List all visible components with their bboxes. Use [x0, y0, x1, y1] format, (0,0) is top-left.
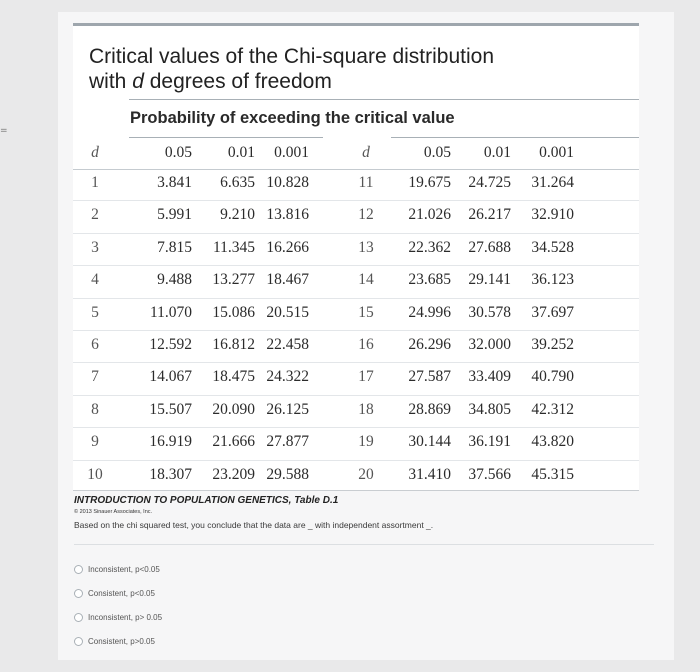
- degrees-of-freedom-cell: 13: [358, 238, 374, 256]
- row-divider: [73, 265, 639, 266]
- critical-value-cell: 16.919: [149, 433, 192, 451]
- critical-value-cell: 26.125: [266, 400, 309, 418]
- critical-value-cell: 20.515: [266, 303, 309, 321]
- critical-value-cell: 34.805: [468, 400, 511, 418]
- column-header-6: 0.01: [483, 144, 511, 161]
- critical-value-cell: 19.675: [408, 174, 451, 191]
- degrees-of-freedom-cell: 4: [91, 271, 99, 289]
- answer-option-2-label: Consistent, p<0.05: [88, 589, 155, 598]
- answer-option-3[interactable]: [74, 613, 162, 622]
- radio-button-4[interactable]: [74, 637, 83, 646]
- critical-value-cell: 18.467: [266, 271, 309, 289]
- answer-option-1[interactable]: [74, 565, 160, 574]
- table-title-line1: Critical values of the Chi-square distribution: [89, 45, 495, 68]
- critical-value-cell: 42.312: [531, 400, 574, 418]
- critical-value-cell: 37.566: [468, 465, 511, 483]
- row-divider: [73, 362, 639, 363]
- row-divider: [73, 427, 639, 428]
- degrees-of-freedom-cell: 18: [358, 400, 374, 418]
- critical-value-cell: 10.828: [266, 174, 309, 191]
- critical-value-cell: 31.410: [408, 465, 451, 483]
- critical-value-cell: 33.409: [468, 368, 511, 386]
- radio-button-2[interactable]: [74, 589, 83, 598]
- critical-value-cell: 15.507: [149, 400, 192, 418]
- critical-value-cell: 23.209: [212, 465, 255, 483]
- critical-value-cell: 39.252: [531, 336, 574, 353]
- column-header-0: d: [91, 144, 99, 161]
- degrees-of-freedom-cell: 17: [358, 368, 374, 386]
- critical-value-cell: 32.910: [531, 206, 574, 224]
- question-divider: [74, 544, 654, 545]
- row-divider: [73, 330, 639, 331]
- radio-button-1[interactable]: [74, 565, 83, 574]
- table-title-line2-suffix: degrees of freedom: [143, 70, 332, 93]
- column-header-2: 0.01: [227, 144, 255, 161]
- critical-value-cell: 11.070: [149, 303, 192, 321]
- critical-value-cell: 29.141: [468, 271, 511, 289]
- critical-value-cell: 7.815: [157, 238, 192, 256]
- critical-value-cell: 21.026: [408, 206, 451, 224]
- critical-value-cell: 28.869: [408, 400, 451, 418]
- critical-value-cell: 45.315: [531, 465, 574, 483]
- answer-option-4-label: Consistent, p>0.05: [88, 637, 155, 646]
- critical-value-cell: 13.277: [212, 271, 255, 289]
- subheader-rule-left: [129, 137, 323, 138]
- degrees-of-freedom-cell: 14: [358, 271, 374, 289]
- critical-value-cell: 16.812: [212, 336, 255, 353]
- critical-value-cell: 40.790: [531, 368, 574, 386]
- degrees-of-freedom-cell: 15: [358, 303, 374, 321]
- critical-value-cell: 9.210: [220, 206, 255, 224]
- critical-value-cell: 3.841: [157, 174, 192, 191]
- degrees-of-freedom-cell: 8: [91, 400, 99, 418]
- answer-option-2[interactable]: [74, 589, 155, 598]
- row-divider: [73, 233, 639, 234]
- critical-value-cell: 11.345: [212, 238, 255, 256]
- subheader-rule-right: [391, 137, 639, 138]
- critical-value-cell: 6.635: [220, 174, 255, 191]
- answer-option-1-label: Inconsistent, p<0.05: [88, 565, 160, 574]
- degrees-of-freedom-cell: 7: [91, 368, 99, 386]
- degrees-of-freedom-cell: 9: [91, 433, 99, 451]
- critical-value-cell: 21.666: [212, 433, 255, 451]
- degrees-of-freedom-cell: 6: [91, 336, 99, 353]
- critical-value-cell: 37.697: [531, 303, 574, 321]
- column-header-1: 0.05: [164, 144, 192, 161]
- critical-value-cell: 31.264: [531, 174, 574, 191]
- degrees-of-freedom-cell: 16: [358, 336, 374, 353]
- critical-value-cell: 24.996: [408, 303, 451, 321]
- answer-option-3-label: Inconsistent, p> 0.05: [88, 613, 163, 622]
- answer-option-4[interactable]: [74, 637, 155, 646]
- table-title-variable: d: [132, 70, 144, 93]
- critical-value-cell: 16.266: [266, 238, 309, 256]
- critical-value-cell: 9.488: [157, 271, 192, 289]
- chi-square-table-card: [73, 23, 639, 491]
- critical-value-cell: 14.067: [149, 368, 192, 386]
- table-title: [89, 44, 494, 94]
- critical-value-cell: 22.458: [266, 336, 309, 353]
- row-divider: [73, 298, 639, 299]
- critical-value-cell: 36.191: [468, 433, 511, 451]
- critical-value-cell: 29.588: [266, 465, 309, 483]
- critical-value-cell: 22.362: [408, 238, 451, 256]
- question-page: [58, 12, 674, 660]
- critical-value-cell: 24.725: [468, 174, 511, 191]
- table-title-line2-prefix: with: [89, 70, 133, 93]
- critical-value-cell: 32.000: [468, 336, 511, 353]
- copyright-notice: © 2013 Sinauer Associates, Inc.: [74, 509, 153, 515]
- critical-value-cell: 15.086: [212, 303, 255, 321]
- critical-value-cell: 5.991: [157, 206, 192, 224]
- critical-value-cell: 23.685: [408, 271, 451, 289]
- critical-value-cell: 34.528: [531, 238, 574, 256]
- critical-value-cell: 20.090: [212, 400, 255, 418]
- column-header-7: 0.001: [539, 144, 574, 161]
- probability-subheader: Probability of exceeding the critical value: [130, 109, 455, 127]
- critical-value-cell: 26.217: [468, 206, 511, 224]
- degrees-of-freedom-cell: 10: [87, 465, 103, 483]
- critical-value-cell: 27.877: [266, 433, 309, 451]
- critical-value-cell: 13.816: [266, 206, 309, 224]
- column-header-5: 0.05: [423, 144, 451, 161]
- critical-value-cell: 30.144: [408, 433, 451, 451]
- table-source-caption: INTRODUCTION TO POPULATION GENETICS, Table D.1: [74, 495, 339, 506]
- critical-value-cell: 27.587: [408, 368, 451, 386]
- degrees-of-freedom-cell: 12: [358, 206, 374, 224]
- degrees-of-freedom-cell: 19: [358, 433, 374, 451]
- critical-value-cell: 18.475: [212, 368, 255, 386]
- degrees-of-freedom-cell: 2: [91, 206, 99, 224]
- degrees-of-freedom-cell: 3: [91, 238, 99, 256]
- critical-value-cell: 36.123: [531, 271, 574, 289]
- row-divider: [73, 395, 639, 396]
- question-text: Based on the chi squared test, you conclude that the data are _ with independent assortment _.: [74, 520, 434, 530]
- critical-value-cell: 24.322: [266, 368, 309, 386]
- critical-value-cell: 30.578: [468, 303, 511, 321]
- critical-value-cell: 43.820: [531, 433, 574, 451]
- column-header-4: d: [362, 144, 370, 161]
- row-divider: [73, 200, 639, 201]
- degrees-of-freedom-cell: 20: [358, 465, 374, 483]
- header-rule: [73, 169, 639, 170]
- degrees-of-freedom-cell: 11: [358, 174, 374, 191]
- critical-value-cell: 27.688: [468, 238, 511, 256]
- degrees-of-freedom-cell: 5: [91, 303, 99, 321]
- critical-value-cell: 18.307: [149, 465, 192, 483]
- title-rule: [129, 99, 639, 100]
- edge-artifact: =: [0, 126, 8, 136]
- degrees-of-freedom-cell: 1: [91, 174, 99, 191]
- radio-button-3[interactable]: [74, 613, 83, 622]
- critical-value-cell: 26.296: [408, 336, 451, 353]
- critical-value-cell: 12.592: [149, 336, 192, 353]
- column-header-3: 0.001: [274, 144, 309, 161]
- row-divider: [73, 460, 639, 461]
